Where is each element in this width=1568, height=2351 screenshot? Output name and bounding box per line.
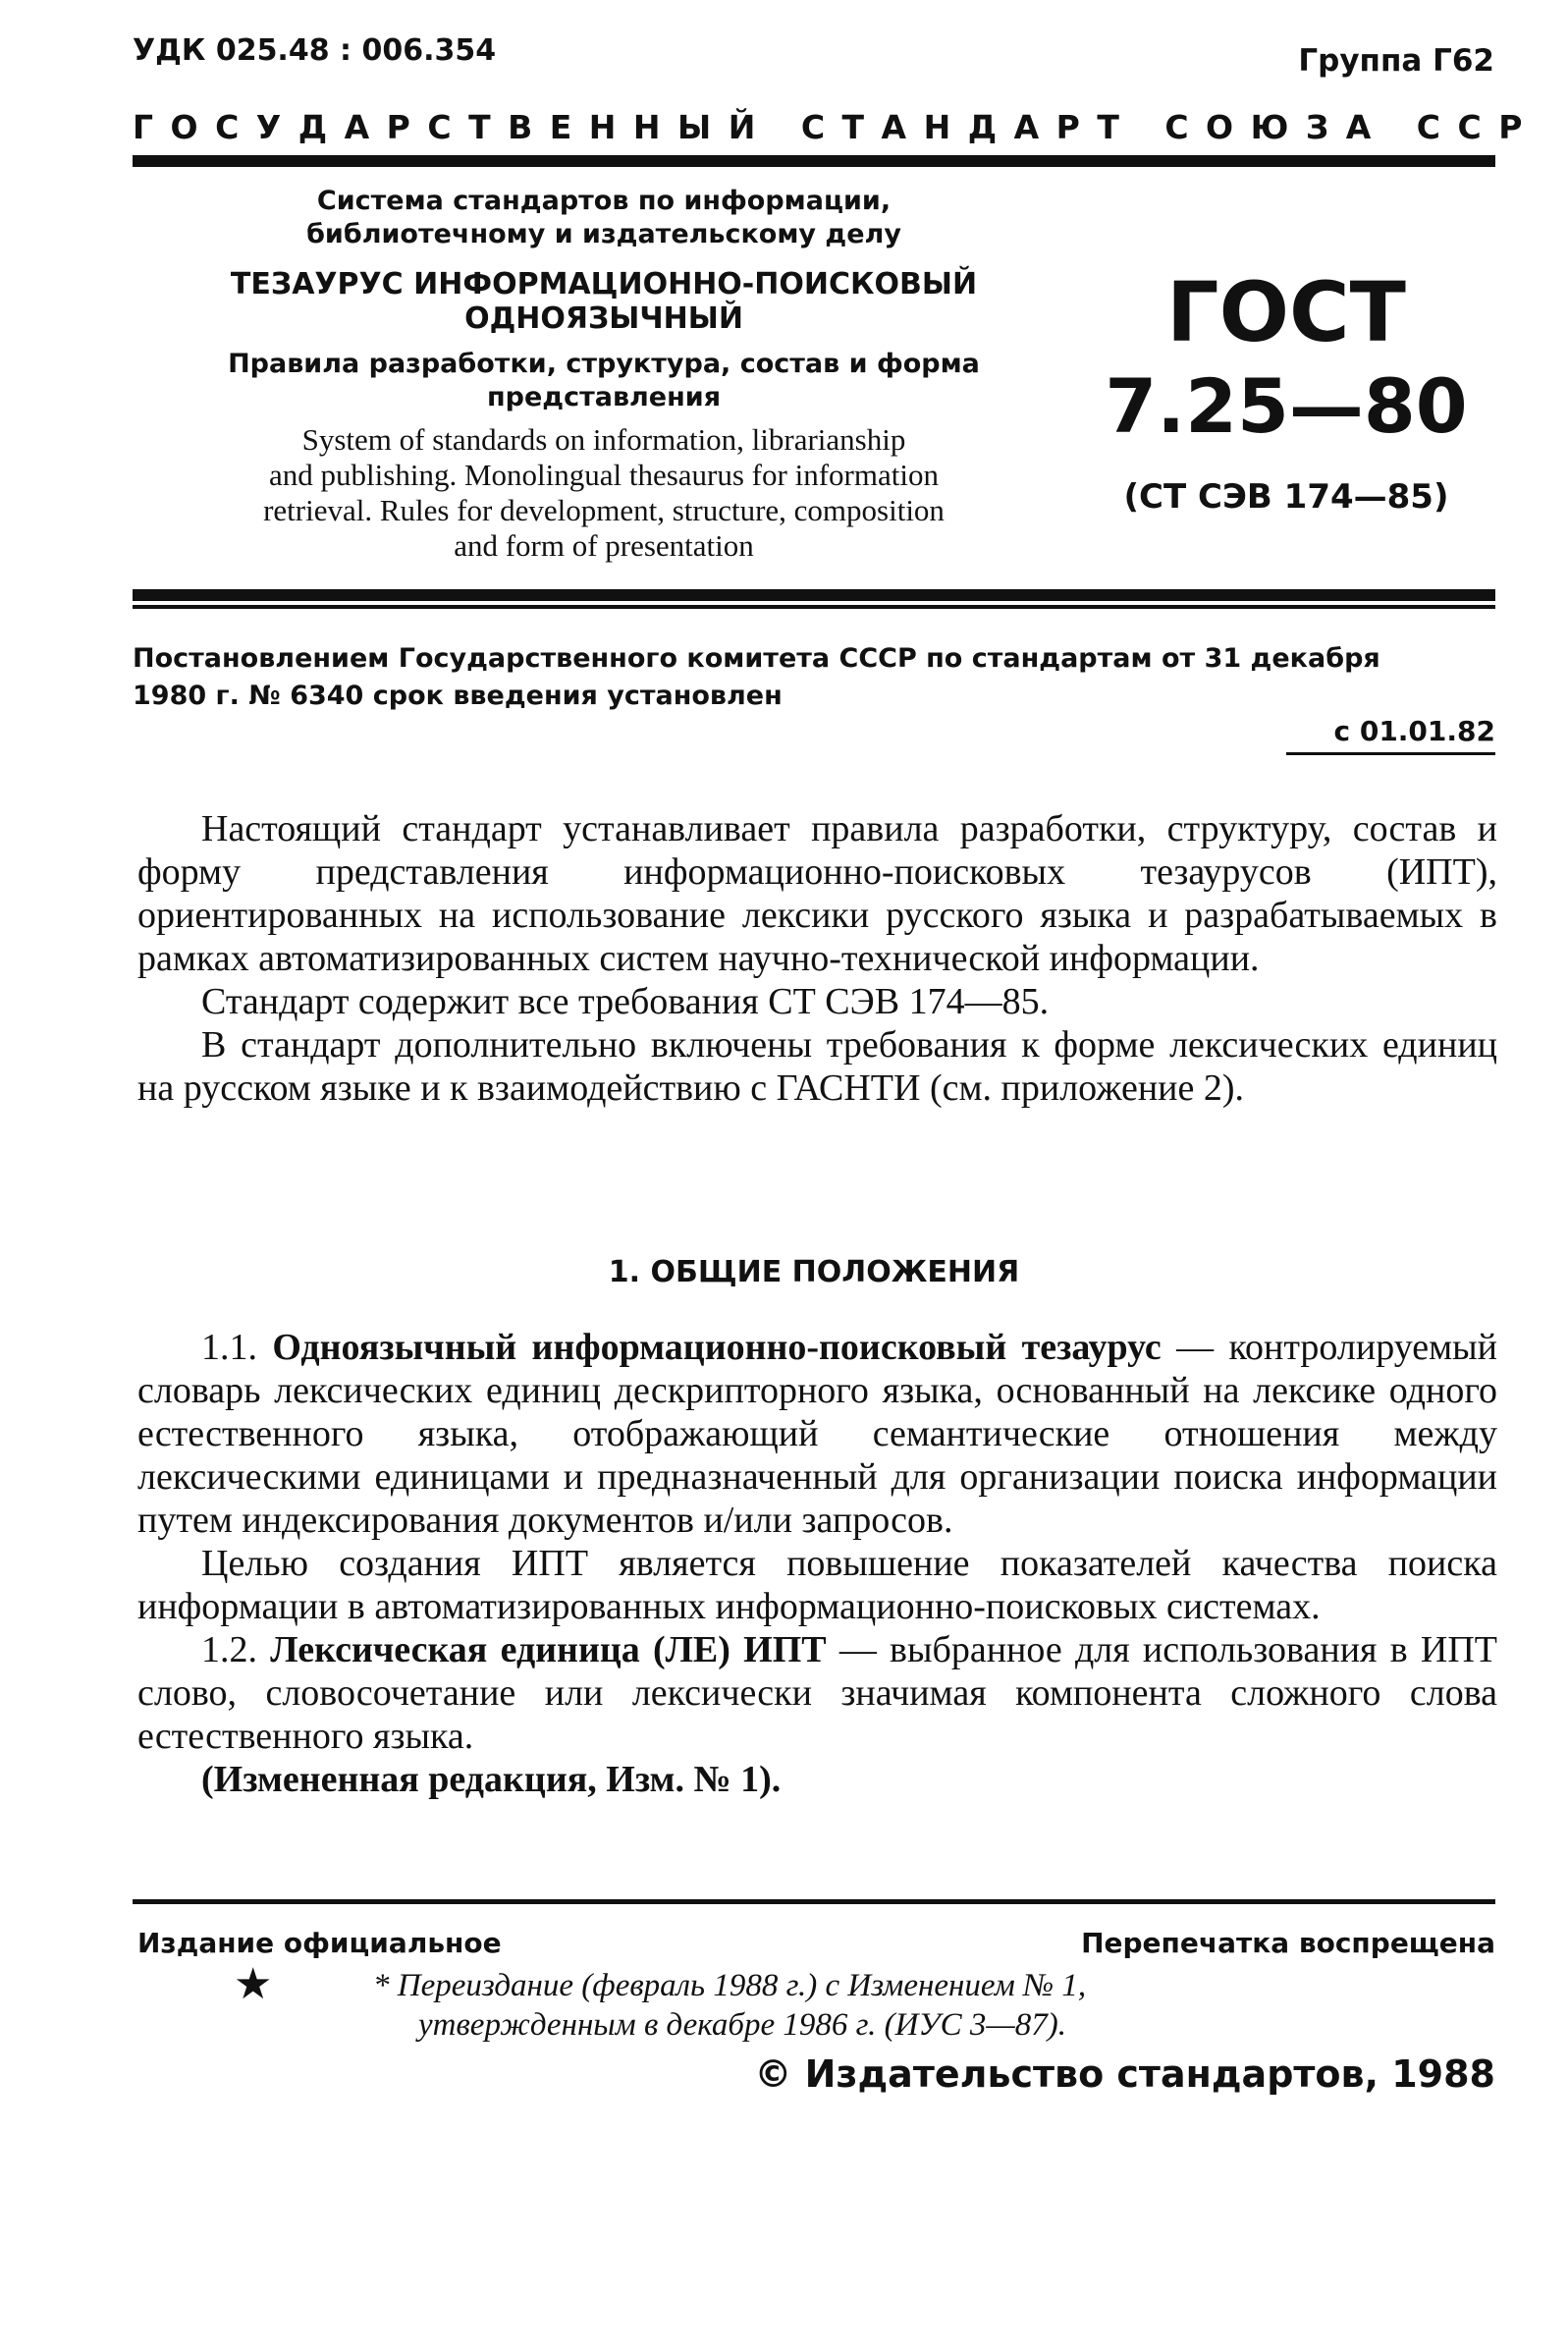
gost-label: ГОСТ (1166, 264, 1406, 360)
clause-1-2-text: — выбранное для использования в ИПТ слово, словосочетание или лексически значимая компонента сложного слова естественного языка. (137, 1629, 1497, 1757)
document-title-2: ОДНОЯЗЫЧНЫЙ (464, 301, 743, 336)
system-line-1: Система стандартов по информации, (316, 186, 892, 216)
footnote-line-1: * Переиздание (февраль 1988 г.) с Изменением № 1, (373, 1968, 1087, 2003)
subtitle-line-2: представления (486, 382, 722, 412)
clause-1-2-term: Лексическая единица (ЛЕ) ИПТ (270, 1629, 827, 1670)
intro-paragraph-1: Настоящий стандарт устанавливает правила разработки, структуру, состав и форму представления информационно-поисковых тезаурусов (ИПТ), ориентированных на использование лексики русского языка и разрабатываемых в рамках автоматизированных систем научно-технической информации. (137, 808, 1497, 979)
title-divider-thick (133, 589, 1495, 601)
gost-designation (1080, 264, 1492, 517)
reprint-prohibited-label: Перепечатка воспрещена (1081, 1927, 1495, 1959)
group-code: Группа Г62 (1298, 43, 1494, 79)
star-icon: ★ (234, 1960, 273, 2008)
clause-1-1-paragraph-2: Целью создания ИПТ является повышение показателей качества поиска информации в автоматизированных информационно-поисковых системах. (137, 1543, 1497, 1627)
clause-1-1 (137, 1326, 1497, 1542)
decree-text (133, 640, 1495, 715)
clause-1-2-number: 1.2. (201, 1629, 257, 1670)
system-line-2: библиотечному и издательскому делу (306, 219, 901, 249)
decree-line-1: Постановлением Государственного комитета СССР по стандартам от 31 декабря (133, 643, 1380, 674)
decree-line-2: 1980 г. № 6340 срок введения установлен (133, 681, 783, 711)
clause-1-1-number: 1.1. (201, 1327, 257, 1368)
clause-1-2 (137, 1628, 1497, 1758)
copyright-notice: © Издательство стандартов, 1988 (754, 2052, 1495, 2096)
english-title-4: and form of presentation (454, 528, 754, 563)
footnote-line-2: утвержденным в декабре 1986 г. (ИУС 3—87). (418, 2007, 1066, 2043)
state-standard-heading: ГОСУДАРСТВЕННЫЙ СТАНДАРТ СОЮЗА ССР (133, 108, 1540, 146)
header-divider (133, 155, 1495, 167)
english-title-1: System of standards on information, librarianship (301, 422, 906, 457)
section-1-body (137, 1326, 1497, 1801)
udk-code: УДК 025.48 : 006.354 (133, 33, 497, 68)
title-divider-thin (133, 605, 1495, 609)
gost-number: 7.25—80 (1105, 362, 1468, 450)
intro-paragraph-3: В стандарт дополнительно включены требования к форме лексических единиц на русском языке и к взаимодействию с ГАСНТИ (см. приложение 2). (137, 1024, 1497, 1109)
document-title-1: ТЕЗАУРУС ИНФОРМАЦИОННО-ПОИСКОВЫЙ (230, 267, 978, 301)
clause-1-1-term: Одноязычный информационно-поисковый тезаурус (272, 1327, 1162, 1368)
section-heading: 1. ОБЩИЕ ПОЛОЖЕНИЯ (608, 1255, 1020, 1289)
reissue-footnote (373, 1966, 1355, 2045)
footer-divider (133, 1899, 1495, 1904)
introduction-date: с 01.01.82 (1333, 715, 1495, 747)
date-underline (1286, 752, 1495, 755)
amendment-note: (Измененная редакция, Изм. № 1). (201, 1759, 782, 1800)
title-block (147, 185, 1060, 564)
clause-1-1-text: — контролируемый словарь лексических единиц дескрипторного языка, основанный на лексике одного естественного языка, отображающий семантические отношения между лексическими единицами и предназначенный для организации поиска информации путем индексирования документов и/или запросов. (137, 1327, 1498, 1541)
subtitle-line-1: Правила разработки, структура, состав и форма (228, 349, 980, 379)
english-title-2: and publishing. Monolingual thesaurus for information (269, 458, 939, 492)
official-edition-label: Издание официальное (137, 1927, 502, 1959)
st-sev-reference: (СТ СЭВ 174—85) (1123, 477, 1449, 517)
introduction (137, 807, 1497, 1110)
intro-paragraph-2: Стандарт содержит все требования СТ СЭВ 174—85. (201, 981, 1050, 1022)
english-title-3: retrieval. Rules for development, structure, composition (263, 493, 945, 527)
